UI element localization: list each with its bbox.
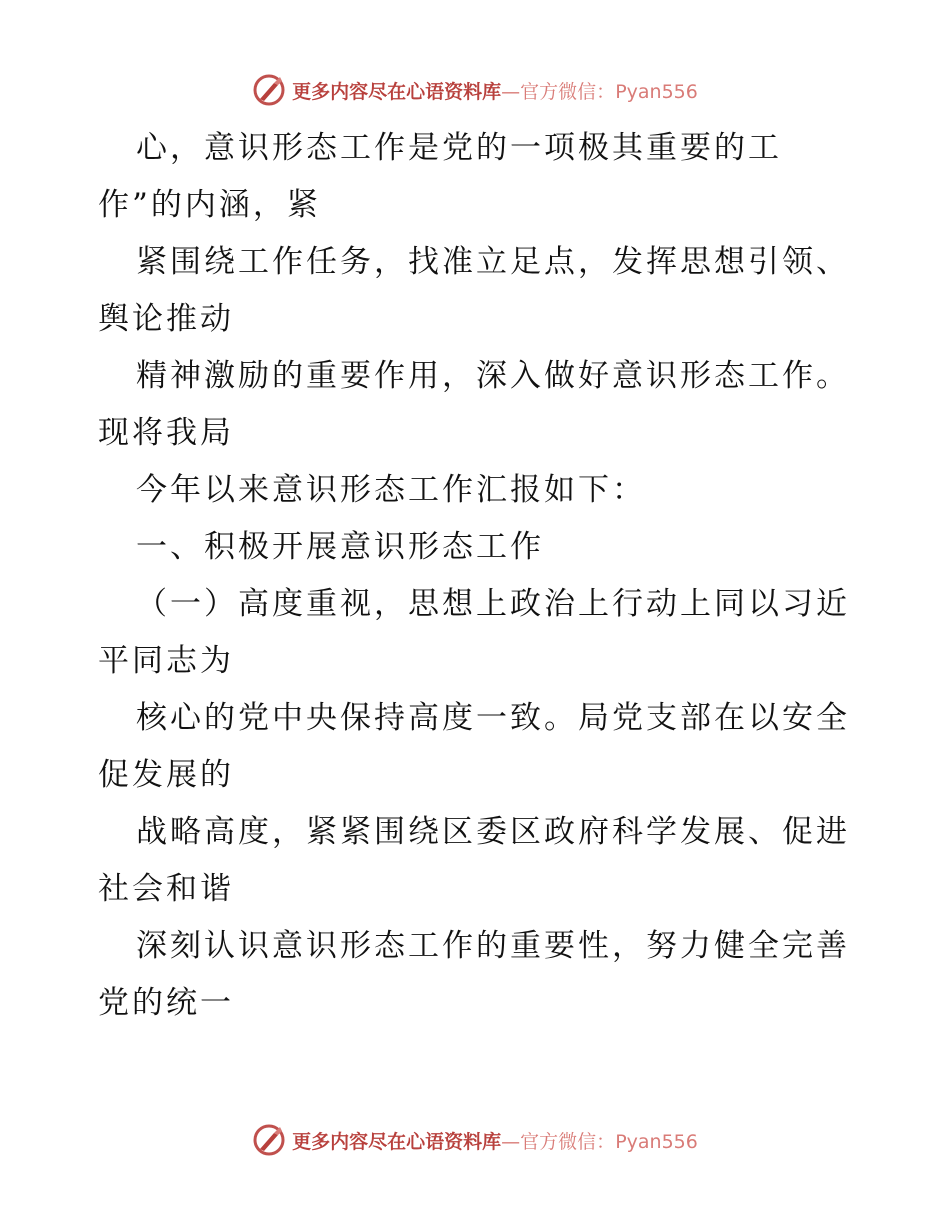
text-line: 作”的内涵，紧 (98, 187, 321, 223)
text-line: 促发展的 (98, 757, 234, 793)
text-line: 社会和谐 (98, 871, 234, 907)
text-line: 深刻认识意识形态工作的重要性，努力健全完善 (136, 928, 850, 964)
watermark-text (292, 77, 698, 104)
watermark-site: 更多内容尽在心语资料库 (292, 80, 502, 103)
text-line: 今年以来意识形态工作汇报如下： (136, 472, 646, 508)
text-line: 心，意识形态工作是党的一项极其重要的工 (136, 130, 782, 166)
watermark-label: —官方微信： (501, 1130, 616, 1153)
watermark-id: Pyan556 (615, 80, 698, 103)
header-watermark (0, 70, 950, 110)
text-line: 舆论推动 (98, 301, 234, 337)
text-line: 现将我局 (98, 415, 234, 451)
document-body (98, 120, 868, 1032)
section-heading: 一、积极开展意识形态工作 (136, 529, 544, 565)
watermark-id: Pyan556 (615, 1130, 698, 1153)
pen-logo-icon (252, 1123, 286, 1157)
text-line: 精神激励的重要作用，深入做好意识形态工作。 (136, 358, 850, 394)
text-line: 党的统一 (98, 985, 234, 1021)
text-line: （一）高度重视，思想上政治上行动上同以习近 (136, 586, 850, 622)
watermark-site: 更多内容尽在心语资料库 (292, 1130, 502, 1153)
watermark-text (292, 1127, 698, 1154)
text-line: 平同志为 (98, 643, 234, 679)
footer-watermark (0, 1120, 950, 1160)
text-line: 紧围绕工作任务，找准立足点，发挥思想引领、 (136, 244, 850, 280)
watermark-label: —官方微信： (501, 80, 616, 103)
text-line: 核心的党中央保持高度一致。局党支部在以安全 (136, 700, 850, 736)
text-line: 战略高度，紧紧围绕区委区政府科学发展、促进 (136, 814, 850, 850)
pen-logo-icon (252, 73, 286, 107)
